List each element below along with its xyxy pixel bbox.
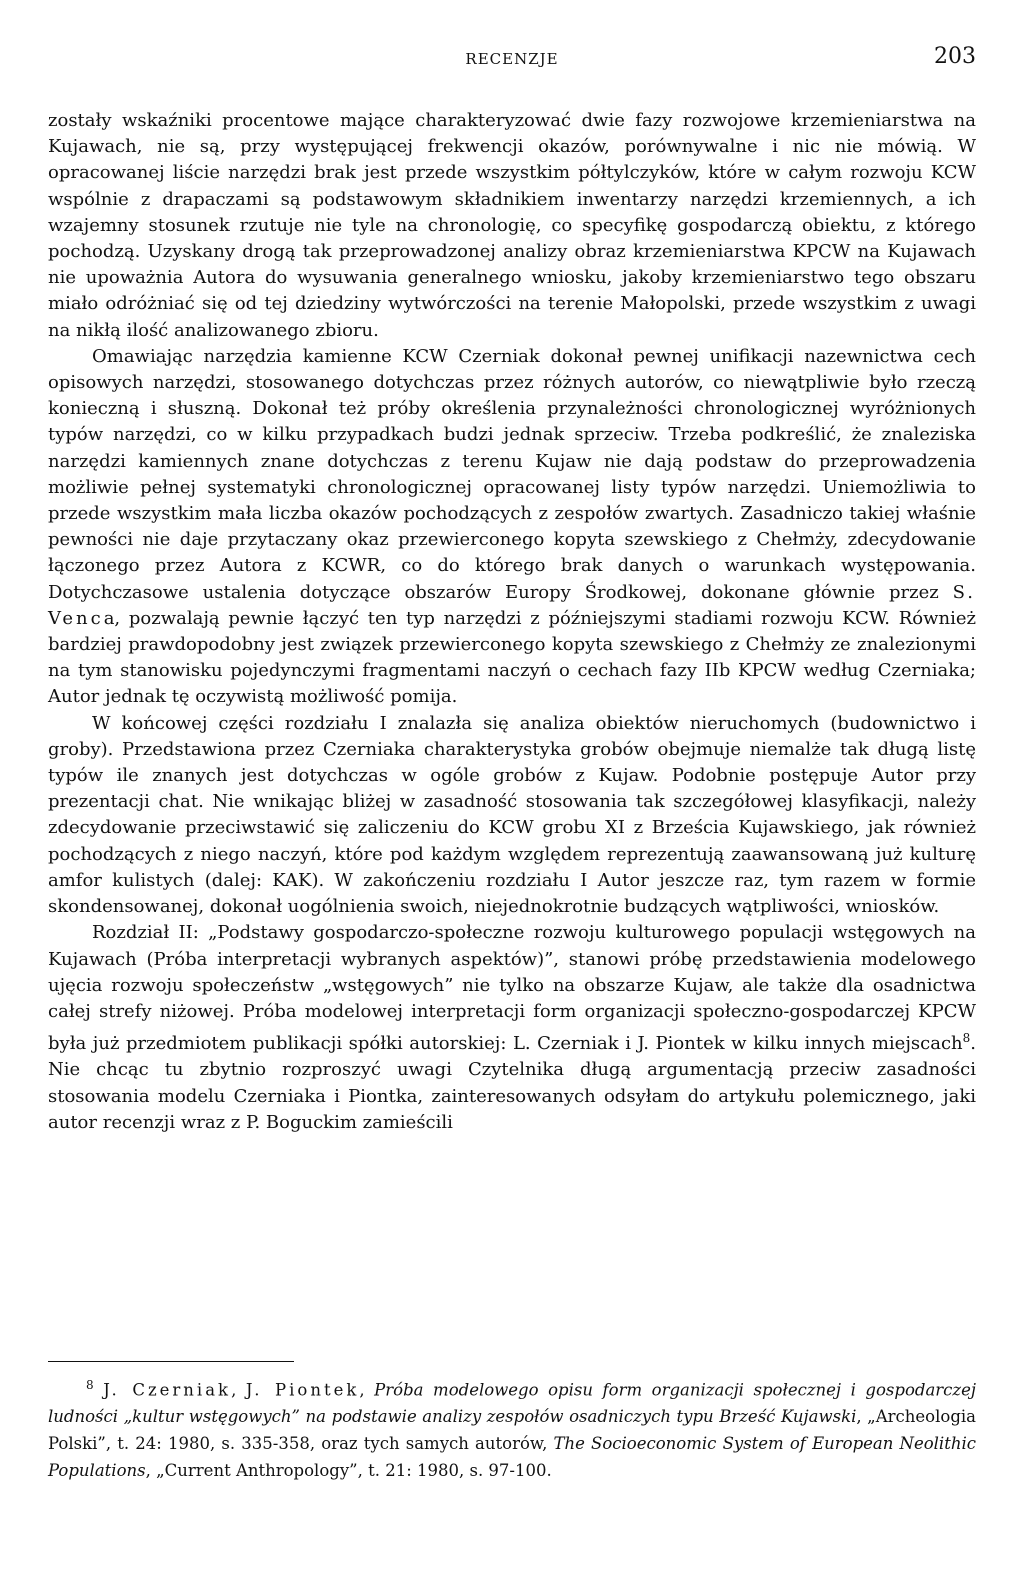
paragraph-chapter-two [48, 920, 976, 1136]
footnote-author: J. Piontek [245, 1380, 360, 1400]
footnote-number: 8 [86, 1378, 94, 1392]
paragraph-text: Rozdział II: „Podstawy gospodarczo-społeczne rozwoju kulturowego populacji wstęgowych na Kujawach (Próba interpretacji wybranych aspektów)”, stanowi próbę przedstawienia modelowego ujęcia rozwoju społeczeństw „wstęgowych” nie tylko na obszarze Kujaw, ale także dla osadnictwa całej strefy niżowej. Próba modelowej interpretacji form organizacji społeczno-gospodarczej KPCW była już przedmiotem publikacji spółki autorskiej: L. Czerniak i J. Piontek w kilku innych miejscach [48, 922, 976, 1055]
paragraph-stone-tools [48, 344, 976, 711]
footnote-title: The Socioeconomic System of European Neolithic Populations [48, 1434, 976, 1480]
footnote-title: Próba modelowego opisu form organizacji społecznej i gospodarczej ludności „kultur wstęgowych” na podstawie analizy zespołów osadniczych typu Brześć Kujawski [48, 1380, 976, 1427]
footnote-citation: , „Current Anthropology”, t. 21: 1980, s. 97-100. [145, 1460, 552, 1480]
footnote-reference[interactable]: 8 [962, 1031, 971, 1046]
footnote-author: J. Czerniak [103, 1380, 232, 1400]
paragraph-continuation: zostały wskaźniki procentowe mające charakteryzować dwie fazy rozwojowe krzemieniarstwa na Kujawach, nie są, przy występującej frekwencji okazów, porównywalne i nic nie mówią. W opracowanej liście narzędzi brak jest przede wszystkim półtylczyków, które w całym rozwoju KCW wspólnie z drapaczami są podstawowym składnikiem inwentarzy narzędzi krzemiennych, a ich wzajemny stosunek rzutuje nie tyle na chronologię, co specyfikę gospodarczą obiektu, z którego pochodzą. Uzyskany drogą tak przeprowadzonej analizy obraz krzemieniarstwa KPCW na Kujawach nie upoważnia Autora do wysuwania generalnego wniosku, jakoby krzemieniarstwo tego obszaru miało odróżniać się od tej dziedziny wytwórczości na terenie Małopolski, przede wszystkim z uwagi na nikłą ilość analizowanego zbioru. [48, 110, 976, 341]
paragraph-text: Omawiając narzędzia kamienne KCW Czerniak dokonał pewnej unifikacji nazewnictwa cech opisowych narzędzi, stosowanego dotychczas przez różnych autorów, co niewątpliwie było rzeczą konieczną i słuszną. Dokonał też próby określenia przynależności chronologicznej wyróżnionych typów narzędzi, co w kilku przypadkach budzi jednak sprzeciw. Trzeba podkreślić, że znaleziska narzędzi kamiennych znane dotychczas z terenu Kujaw nie dają podstaw do przeprowadzenia możliwie pełnej systematyki chronologicznej opracowanej listy typów narzędzi. Uniemożliwia to przede wszystkim mała liczba okazów pochodzących z zespołów zwartych. Zasadniczo takiej właśnie pewności nie daje przytaczany okaz przewierconego kopyta szewskiego z Chełmży, zdecydowanie łączonego przez Autora z KCWR, co do którego brak danych o warunkach występowania. Dotychczasowe ustalenia dotyczące obszarów Europy Środkowej, dokonane głównie przez [48, 345, 976, 603]
paragraph-text: . Nie chcąc tu zbytnio rozproszyć uwagi Czytelnika długą argumentacją przeciw zasadności stosowania modelu Czerniaka i Piontka, zainteresowanych odsyłam do artykułu polemicznego, jaki autor recenzji wraz z P. Boguckim zamieścili [48, 1033, 976, 1133]
page-number: 203 [934, 44, 976, 69]
footnotes [48, 1372, 976, 1485]
footnote-citation: , „Archeologia Polski”, t. 24: 1980, s. 335-358, oraz tych samych autorów, [48, 1407, 976, 1454]
author-name-spaced: S. Venc [48, 581, 976, 629]
running-title: RECENZJE [465, 50, 559, 68]
paragraph-structures: W końcowej części rozdziału I znalazła się analiza obiektów nieruchomych (budownictwo i groby). Przedstawiona przez Czerniaka charakterystyka grobów obejmuje niemalże tak długą listę typów ile znanych jest dotychczas w ogóle grobów z Kujaw. Podobnie postępuje Autor przy prezentacji chat. Nie wnikając bliżej w zasadność stosowania tak szczegółowej klasyfikacji, należy zdecydowanie przeciwstawić się zaliczeniu do KCW grobu XI z Brześcia Kujawskiego, jak również pochodzących z niego naczyń, które pod każdym względem reprezentują zaawansowaną już kulturę amfor kulistych (dalej: KAK). W zakończeniu rozdziału I Autor jeszcze raz, tym razem w formie skondensowanej, dokonał uogólnienia swoich, niejednokrotnie budzących wątpliwości, wniosków. [48, 712, 976, 918]
footnote-8: $^8$ J. Czerniak, J. Piontek, Próba modelowego opisu form organizacji społecznej i gospodarczej ludności „kultur wstęgowych” na podstawie analizy zespołów osadniczych typu Brześć Kujawski, „Archeologia Polski”, t. 24: 1980, s. 335-358, oraz tych samych autorów, The Socioeconomic System of European Neolithic Populations, „Current Anthropology”, t. 21: 1980, s. 97-100. [48, 1378, 976, 1480]
main-text [48, 108, 976, 1136]
footnote-divider [48, 1361, 294, 1362]
paragraph-text: a, pozwalają pewnie łączyć ten typ narzędzi z późniejszymi stadiami rozwoju KCW. Również bardziej prawdopodobny jest związek przewierconego kopyta szewskiego z Chełmży ze znalezionymi na tym stanowisku pojedynczymi fragmentami naczyń o cechach fazy IIb KPCW według Czerniaka; Autor jednak tę oczywistą możliwość pomija. [48, 607, 976, 708]
page-header [48, 44, 976, 76]
